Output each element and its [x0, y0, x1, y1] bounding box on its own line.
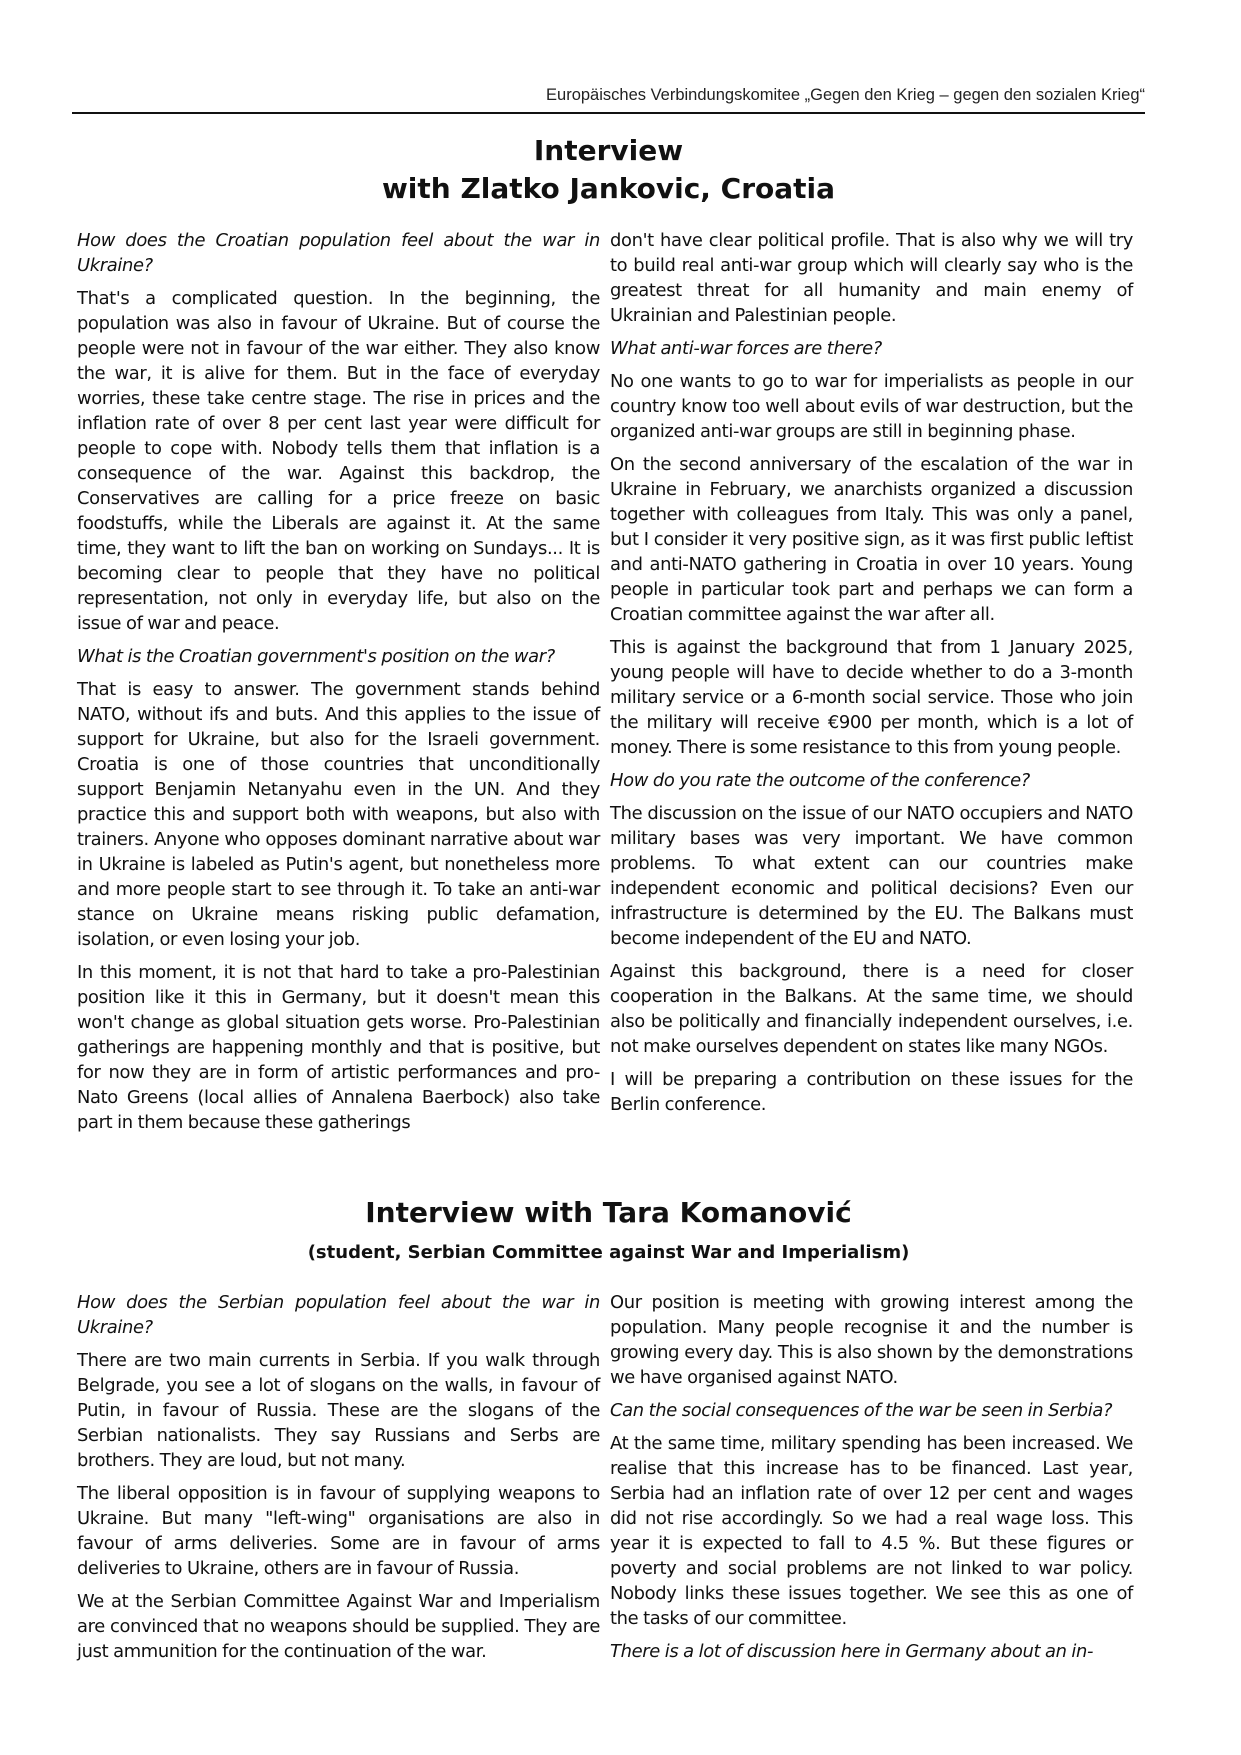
interview1-title-line1: Interview — [533, 134, 684, 167]
answer-text: No one wants to go to war for imperialists as people in our country know too well about evils of war destruction, but the organized anti-war groups are still in beginning phase. — [610, 371, 1133, 442]
question-text: How does the Croatian population feel about the war in Ukraine? — [77, 230, 600, 276]
answer-text: The discussion on the issue of our NATO occupiers and NATO military bases was very important. We have common problems. To what extent can our countries make independent economic and political decisions? Even our infrastructure is determined by the EU. The Balkans must become independent of the EU and NATO. — [610, 803, 1133, 949]
interview1-column-right — [610, 228, 1133, 1125]
answer-text: The liberal opposition is in favour of supplying weapons to Ukraine. But many "left-wing" organisations are also in favour of arms deliveries. Some are in favour of arms deliveries to Ukraine, others are in favour of Russia. — [77, 1483, 600, 1579]
interview2-column-left — [77, 1290, 600, 1672]
answer-text: At the same time, military spending has been increased. We realise that this increase has to be financed. Last year, Serbia had an inflation rate of over 12 per cent and wages did not rise accordingly. So we had a real wage loss. This year it is expected to fall to 4.5 %. But these figures or poverty and social problems are not linked to war policy. Nobody links these issues together. We see this as one of the tasks of our committee. — [610, 1433, 1133, 1629]
question-text: How does the Serbian population feel about the war in Ukraine? — [77, 1292, 600, 1338]
answer-text: This is against the background that from 1 January 2025, young people will have to decide whether to do a 3-month military service or a 6-month social service. Those who join the military will receive €900 per month, which is a lot of money. There is some resistance to this from young people. — [610, 637, 1133, 758]
interview1-column-left — [77, 228, 600, 1143]
interview1-title-line2: with Zlatko Jankovic, Croatia — [381, 172, 836, 205]
answer-text: That is easy to answer. The government stands behind NATO, without ifs and buts. And this applies to the issue of support for Ukraine, but also for the Israeli government. Croatia is one of those countries that unconditionally support Benjamin Netanyahu even in the UN. And they practice this and support both with weapons, but also with trainers. Anyone who opposes dominant narrative about war in Ukraine is labeled as Putin's agent, but nonetheless more and more people start to see through it. To take an anti-war stance on Ukraine means risking public defamation, isolation, or even losing your job. — [77, 679, 600, 950]
question-text: How do you rate the outcome of the conference? — [610, 770, 1030, 791]
question-text: There is a lot of discussion here in Germany about an in- — [610, 1641, 1094, 1662]
answer-text: I will be preparing a contribution on these issues for the Berlin conference. — [610, 1069, 1133, 1115]
answer-text: Our position is meeting with growing interest among the population. Many people recognise it and the number is growing every day. This is also shown by the demonstrations we have organised against NATO. — [610, 1292, 1133, 1388]
answer-text: That's a complicated question. In the beginning, the population was also in favour of Ukraine. But of course the people were not in favour of the war either. They also know the war, it is alive for them. But in the face of everyday worries, these take centre stage. The rise in prices and the inflation rate of over 8 per cent last year were difficult for people to cope with. Nobody tells them that inflation is a consequence of the war. Against this backdrop, the Conservatives are calling for a price freeze on basic foodstuffs, while the Liberals are against it. At the same time, they want to lift the ban on working on Sundays... It is becoming clear to people that they have no political representation, not only in everyday life, but also on the issue of war and peace. — [77, 288, 600, 634]
interview1-title — [72, 132, 1145, 208]
header-rule — [72, 112, 1145, 114]
question-text: What anti-war forces are there? — [610, 338, 882, 359]
answer-text: On the second anniversary of the escalation of the war in Ukraine in February, we anarchists organized a discussion together with colleagues from Italy. This was only a panel, but I consider it very positive sign, as it was first public leftist and anti-NATO gathering in Croatia in over 10 years. Young people in particular took part and perhaps we can form a Croatian committee against the war after all. — [610, 454, 1133, 625]
interview2-subtitle: (student, Serbian Committee against War and Imperialism) — [307, 1242, 910, 1263]
answer-text: We at the Serbian Committee Against War and Imperialism are convinced that no weapons should be supplied. They are just ammunition for the continuation of the war. — [77, 1591, 600, 1662]
answer-text: There are two main currents in Serbia. If you walk through Belgrade, you see a lot of slogans on the walls, in favour of Putin, in favour of Russia. These are the slogans of the Serbian nationalists. They say Russians and Serbs are brothers. They are loud, but not many. — [77, 1350, 600, 1471]
answer-text: Against this background, there is a need for closer cooperation in the Balkans. At the same time, we should also be politically and financially independent ourselves, i.e. not make ourselves dependent on states like many NGOs. — [610, 961, 1133, 1057]
answer-text: don't have clear political profile. That is also why we will try to build real anti-war group which will clearly say who is the greatest threat for all humanity and main enemy of Ukrainian and Palestinian people. — [610, 230, 1133, 326]
question-text: What is the Croatian government's position on the war? — [77, 646, 555, 667]
running-head: Europäisches Verbindungskomitee „Gegen den Krieg – gegen den sozialen Krieg“ — [546, 86, 1145, 104]
interview2-column-right — [610, 1290, 1133, 1672]
interview2-title: Interview with Tara Komanović — [365, 1196, 852, 1229]
answer-text: In this moment, it is not that hard to take a pro-Palestinian position like it this in Germany, but it doesn't mean this won't change as global situation gets worse. Pro-Palestinian gatherings are happening monthly and that is positive, but for now they are in form of artistic performances and pro-Nato Greens (local allies of Annalena Baerbock) also take part in them because these gatherings — [77, 962, 600, 1133]
question-text: Can the social consequences of the war be seen in Serbia? — [610, 1400, 1113, 1421]
